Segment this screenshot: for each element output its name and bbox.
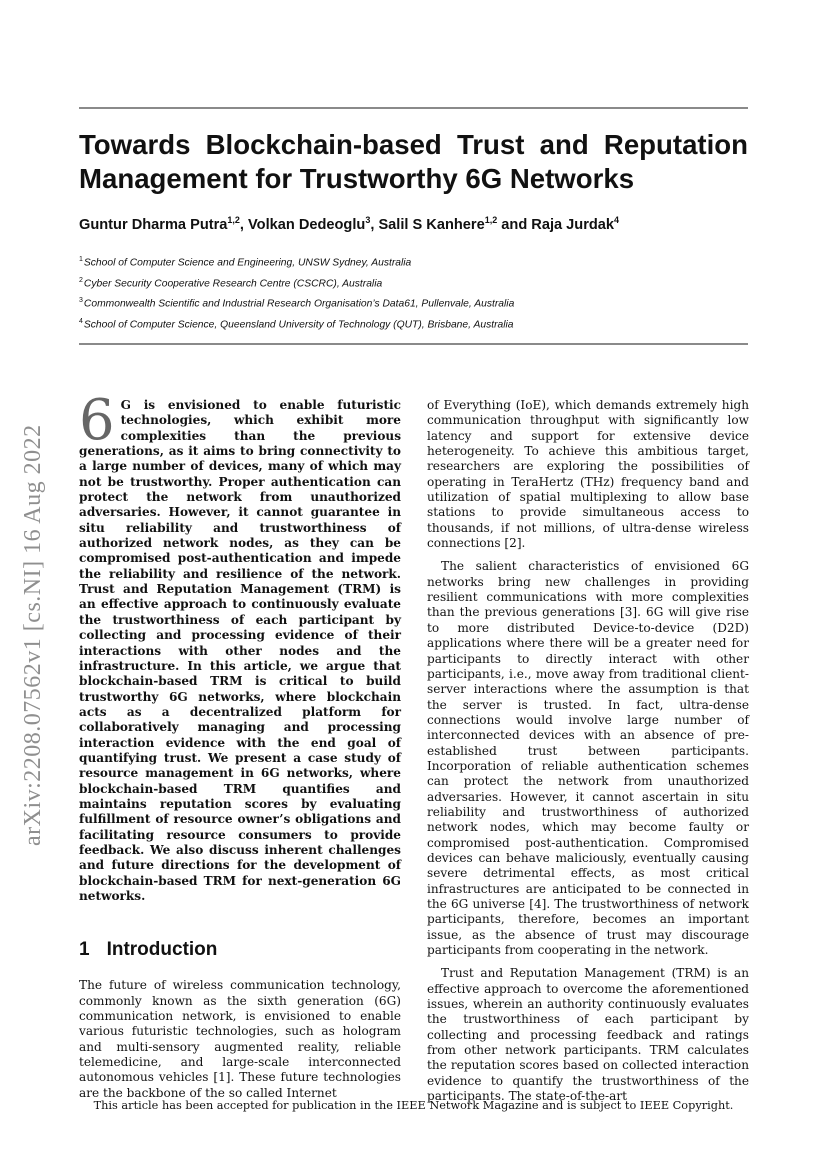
- affiliation-text: Commonwealth Scientific and Industrial Research Organisation’s Data61, Pullenvale, Australia: [83, 298, 515, 310]
- affiliation: [79, 313, 514, 334]
- author-separator: ,: [370, 216, 379, 233]
- body-paragraph: The future of wireless communication technology, commonly known as the sixth generation (6G) communication network, is envisioned to enable various futuristic technologies, such as hologram and multi-sensory augmented reality, reliable telemedicine, and large-scale interconnected autonomous vehicles [1]. These future technologies are the backbone of the so called Internet: [79, 978, 401, 1100]
- affiliation-number: 2: [79, 276, 83, 284]
- author-name: Salil S Kanhere: [378, 216, 485, 233]
- arxiv-identifier: arXiv:2208.07562v1 [cs.NI] 16 Aug 2022: [20, 424, 46, 846]
- body-paragraph: The salient characteristics of envisioned 6G networks bring new challenges in providing resilient communications with more complexities than the previous generations [3]. 6G will give rise to more distributed Device-to-device (D2D) applications where there will be a greater need for participants to directly interact with other participants, i.e., move away from traditional client-server interactions where the assumption is that the server is trusted. In fact, ultra-dense connections would involve large number of interconnected devices with an absence of pre-established trust between participants. Incorporation of reliable authentication schemes can protect the network from unauthorized adversaries. However, it cannot ascertain in situ reliability and trustworthiness of authorized network nodes, which may become faulty or compromised post-authentication. Compromised devices can behave maliciously, eventually causing severe detrimental effects, as most critical infrastructures are anticipated to be connected in the 6G universe [4]. The trustworthiness of network participants, therefore, becomes an important issue, as the absence of trust may discourage participants from cooperating in the network.: [427, 559, 749, 958]
- header-divider: [79, 343, 748, 345]
- author-affil-marker: 1,2: [484, 215, 498, 225]
- affiliation-number: 3: [79, 297, 83, 305]
- title-line-1: Towards Blockchain-based Trust and Reputation: [79, 129, 748, 160]
- affiliation-number: 4: [79, 317, 83, 325]
- section-title: Introduction: [106, 939, 218, 961]
- body-paragraph: of Everything (IoE), which demands extremely high communication throughput with significantly low latency and support for extensive device heterogeneity. To achieve this ambitious target, researchers are exploring the possibilities of operating in TeraHertz (THz) frequency band and utilization of spatial multiplexing to allow base stations to provide simultaneous access to thousands, if not millions, of ultra-dense wireless connections [2].: [427, 398, 749, 551]
- paper-title: [79, 128, 748, 196]
- right-column: [427, 398, 749, 1104]
- affiliation-list: [79, 251, 514, 334]
- section-heading: [79, 938, 401, 962]
- copyright-footer: This article has been accepted for publication in the IEEE Network Magazine and is subject to IEEE Copyright.: [93, 1099, 734, 1112]
- drop-cap: 6: [79, 388, 115, 453]
- author-name: Guntur Dharma Putra: [79, 216, 228, 233]
- affiliation: [79, 251, 514, 272]
- abstract-text: G is envisioned to enable futuristic technologies, which exhibit more complexities than the previous generations, as it aims to bring connectivity to a large number of devices, many of which may not be trustworthy. Proper authentication can protect the network from unauthorized adversaries. However, it cannot guarantee in situ reliability and trustworthiness of authorized network nodes, as they can be compromised post-authentication and impede the reliability and resilience of the network. Trust and Reputation Management (TRM) is an effective approach to continuously evaluate the trustworthiness of each participant by collecting and processing evidence of their interactions with other nodes and the infrastructure. In this article, we argue that blockchain-based TRM is critical to build trustworthy 6G networks, where blockchain acts as a decentralized platform for collaboratively managing and processing interaction evidence with the end goal of quantifying trust. We present a case study of resource management in 6G networks, where blockchain-based TRM quantifies and maintains reputation scores by evaluating fulfillment of resource owner’s obligations and facilitating resource consumers to provide feedback. We also discuss inherent challenges and future directions for the development of blockchain-based TRM for next-generation 6G networks.: [79, 398, 401, 903]
- left-column: [79, 388, 401, 1101]
- author-list: [79, 215, 619, 233]
- author-separator: ,: [239, 216, 249, 233]
- affiliation: [79, 272, 514, 293]
- section-number: 1: [79, 939, 90, 961]
- affiliation: [79, 292, 514, 313]
- affiliation-text: School of Computer Science, Queensland University of Technology (QUT), Brisbane, Australia: [83, 319, 514, 331]
- author-name: Raja Jurdak: [531, 216, 615, 233]
- author-affil-marker: 3: [365, 215, 371, 225]
- author-affil-marker: 4: [614, 215, 620, 225]
- body-paragraph: Trust and Reputation Management (TRM) is an effective approach to overcome the aforementioned issues, wherein an authority continuously evaluates the trustworthiness of each participant by collecting and processing feedback and ratings from other network participants. TRM calculates the reputation scores based on collected interaction evidence to quantify the trustworthiness of the participants. The state-of-the-art: [427, 966, 749, 1104]
- abstract: [79, 388, 401, 904]
- affiliation-number: 1: [79, 256, 83, 263]
- affiliation-text: School of Computer Science and Engineering, UNSW Sydney, Australia: [83, 257, 412, 269]
- author-affil-marker: 1,2: [227, 215, 240, 225]
- author-name: Volkan Dedeoglu: [248, 216, 366, 233]
- author-conjunction: and: [497, 216, 532, 233]
- title-line-2: Management for Trustworthy 6G Networks: [79, 163, 635, 194]
- top-rule: [79, 107, 748, 109]
- affiliation-text: Cyber Security Cooperative Research Centre (CSCRC), Australia: [83, 278, 383, 290]
